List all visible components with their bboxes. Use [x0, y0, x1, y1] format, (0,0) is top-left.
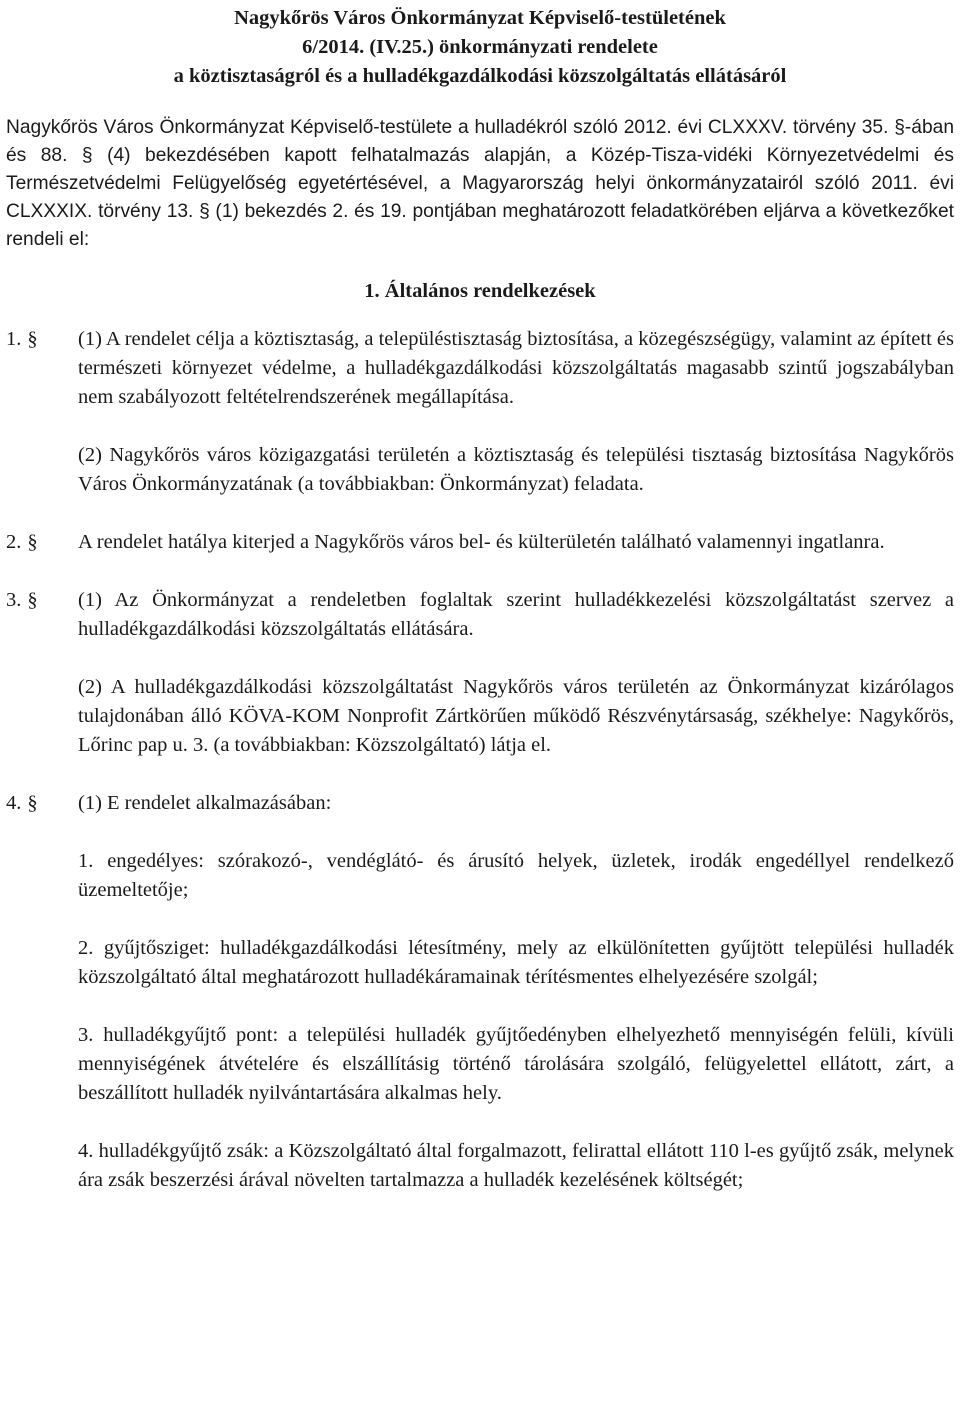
paragraph-4-subsection-1: (1) E rendelet alkalmazásában:: [78, 792, 332, 814]
document-page: [6, 4, 954, 1195]
title-line-2: 6/2014. (IV.25.) önkormányzati rendelete: [302, 36, 658, 58]
paragraph-2-text: A rendelet hatálya kiterjed a Nagykőrös város bel- és külterületén található valamennyi ingatlanra.: [78, 531, 885, 553]
preamble-text: Nagykőrös Város Önkormányzat Képviselő-testülete a hulladékról szóló 2012. évi CLXXXV. törvény 35. §-ában és 88. § (4) bekezdésében kapott felhatalmazás alapján, a Közép-Tisza-vidéki Környezetvédelmi és Természetvédelmi Felügyelőség egyetértésével, a Magyarország helyi önkormányzatairól szóló 2011. évi CLXXXIX. törvény 13. § (1) bekezdés 2. és 19. pontjában meghatározott feladatkörében eljárva a következőket rendeli el:: [6, 117, 954, 250]
title-line-1: Nagykőrös Város Önkormányzat Képviselő-testületének: [234, 7, 726, 29]
section-heading-1: 1. Általános rendelkezések: [364, 280, 596, 302]
definition-2: 2. gyűjtősziget: hulladékgazdálkodási létesítmény, mely az elkülönítetten gyűjtött települési hulladék közszolgáltató által meghatározott hulladékáramainak térítésmentes elhelyezésére szolgál;: [78, 937, 954, 988]
paragraph-number: [6, 789, 78, 818]
section-sign: §: [27, 328, 38, 350]
paragraph-1: [6, 325, 954, 412]
section-sign: §: [27, 531, 38, 553]
definition-3: 3. hulladékgyűjtő pont: a települési hulladék gyűjtőedényben elhelyezhető mennyiségén felüli, kívüli mennyiségének átvételére és elszállításig történő tárolására szolgáló, felügyelettel ellátott, zárt, a beszállított hulladék nyilvántartására alkalmas hely.: [78, 1024, 954, 1104]
paragraph-number: [6, 528, 78, 557]
section-sign: §: [27, 589, 38, 611]
preamble: [6, 114, 954, 254]
section-sign: §: [27, 792, 38, 814]
paragraph-number: [6, 586, 78, 615]
document-body: [6, 325, 954, 1195]
paragraph-1-subsection-2: (2) Nagykőrös város közigazgatási területén a köztisztaság és települési tisztaság biztosítása Nagykőrös Város Önkormányzatának (a továbbiakban: Önkormányzat) feladata.: [78, 444, 954, 495]
paragraph-1-subsection-1: (1) A rendelet célja a köztisztaság, a településtisztaság biztosítása, a közegészségügy, valamint az épített és természeti környezet védelme, a hulladékgazdálkodási közszolgáltatás magasabb szintű jogszabályban nem szabályozott feltételrendszerének megállapítása.: [78, 328, 954, 408]
paragraph-number-value: 3.: [6, 589, 22, 611]
paragraph-number: [6, 325, 78, 354]
paragraph-number-value: 2.: [6, 531, 22, 553]
paragraph-4: [6, 789, 954, 818]
paragraph-number-value: 1.: [6, 328, 22, 350]
paragraph-3-subsection-2: (2) A hulladékgazdálkodási közszolgáltatást Nagykőrös város területén az Önkormányzat kizárólagos tulajdonában álló KÖVA-KOM Nonprofit Zártkörűen működő Részvénytársaság, székhelye: Nagykőrös, Lőrinc pap u. 3. (a továbbiakban: Közszolgáltató) látja el.: [78, 676, 954, 756]
paragraph-number-value: 4.: [6, 792, 22, 814]
definition-4: 4. hulladékgyűjtő zsák: a Közszolgáltató által forgalmazott, felirattal ellátott 110 l-es gyűjtő zsák, melynek ára zsák beszerzési árával növelten tartalmazza a hulladék kezelésének költségét;: [78, 1140, 954, 1191]
paragraph-3-subsection-1: (1) Az Önkormányzat a rendeletben foglaltak szerint hulladékkezelési közszolgáltatást szervez a hulladékgazdálkodási közszolgáltatás ellátására.: [78, 589, 954, 640]
title-line-3: a köztisztaságról és a hulladékgazdálkodási közszolgáltatás ellátásáról: [173, 65, 787, 87]
document-title: [6, 4, 954, 91]
paragraph-3: [6, 586, 954, 644]
paragraph-2: [6, 528, 954, 557]
definition-1: 1. engedélyes: szórakozó-, vendéglátó- és árusító helyek, üzletek, irodák engedéllyel rendelkező üzemeltetője;: [78, 850, 954, 901]
